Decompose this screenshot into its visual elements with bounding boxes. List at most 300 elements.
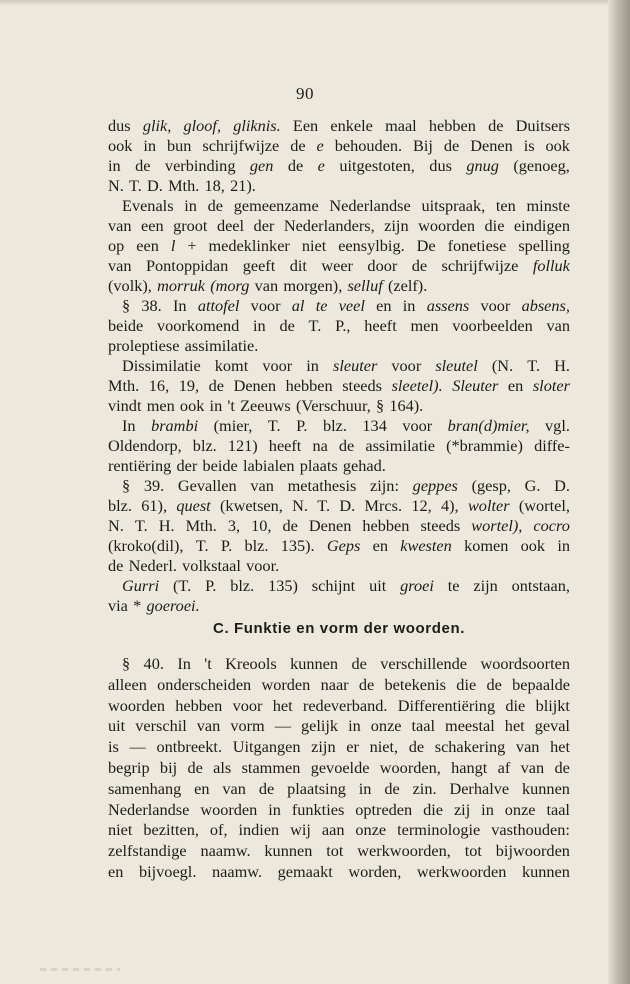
word: van bbox=[515, 737, 540, 757]
word: De bbox=[416, 236, 436, 255]
word: de bbox=[282, 516, 298, 535]
word: 21). bbox=[230, 176, 256, 195]
word: H. bbox=[158, 516, 175, 535]
word: 12, bbox=[411, 496, 432, 515]
word: bezitten, bbox=[143, 820, 199, 840]
word: in bbox=[348, 716, 361, 736]
text-line bbox=[108, 556, 570, 576]
word: verbinding bbox=[164, 156, 236, 175]
text-line bbox=[108, 356, 570, 376]
italic-word: folluk bbox=[532, 256, 570, 275]
word: de bbox=[408, 737, 425, 757]
word: taal bbox=[411, 716, 436, 736]
word: groot bbox=[173, 216, 208, 235]
word: spelling bbox=[518, 236, 570, 255]
word: H. bbox=[554, 356, 570, 375]
word: in bbox=[402, 296, 416, 315]
body-text-top bbox=[108, 116, 570, 616]
text-line bbox=[108, 456, 570, 476]
text-line bbox=[108, 376, 570, 396]
word: de bbox=[279, 316, 295, 335]
word: Denen bbox=[308, 516, 352, 535]
word: de bbox=[290, 136, 306, 155]
word: de bbox=[108, 556, 124, 575]
word: blz. bbox=[108, 496, 132, 515]
text-line bbox=[108, 156, 570, 176]
word: Oldendorp, bbox=[108, 436, 182, 455]
word: de bbox=[135, 156, 151, 175]
italic-word: te bbox=[315, 296, 328, 315]
word: of, bbox=[209, 820, 228, 840]
word: woorden bbox=[418, 216, 476, 235]
word: heeft bbox=[364, 316, 397, 335]
word: voor bbox=[250, 296, 281, 315]
text-line bbox=[108, 396, 570, 416]
word: 't bbox=[227, 396, 235, 415]
word: taal bbox=[546, 799, 570, 819]
word: door bbox=[367, 256, 398, 275]
word: terminologie bbox=[397, 820, 481, 840]
word: N. bbox=[292, 496, 308, 515]
word: 38. bbox=[141, 296, 162, 315]
word: D. bbox=[147, 176, 163, 195]
text-line bbox=[108, 654, 570, 675]
word: in bbox=[108, 156, 121, 175]
word: die bbox=[505, 695, 526, 715]
word: Differentiëring bbox=[397, 695, 496, 715]
text-line bbox=[108, 196, 570, 216]
word: beide bbox=[108, 316, 144, 335]
italic-word: e bbox=[316, 136, 324, 155]
word: onze bbox=[504, 799, 536, 819]
italic-word: sloter bbox=[532, 376, 570, 395]
word: in bbox=[143, 136, 157, 155]
word: Gevallen bbox=[177, 476, 237, 495]
word: D. bbox=[554, 476, 570, 495]
word: Derhalve bbox=[449, 778, 510, 798]
word: gemaakt bbox=[277, 861, 333, 881]
word: schrijfwijze bbox=[202, 136, 280, 155]
word: kunnen bbox=[522, 778, 570, 798]
word: ten bbox=[495, 196, 516, 215]
italic-word: sleetel). bbox=[391, 376, 443, 395]
word: 135) bbox=[268, 576, 298, 595]
word: kunnen bbox=[521, 861, 570, 881]
italic-word: gen bbox=[249, 156, 274, 175]
word: via bbox=[108, 596, 128, 615]
word: blz. bbox=[322, 416, 347, 435]
word: D. bbox=[339, 496, 356, 515]
text-line bbox=[108, 476, 570, 496]
word: optreden bbox=[355, 799, 413, 819]
word: Mth. bbox=[108, 376, 140, 395]
word: niet, bbox=[369, 737, 399, 757]
italic-word: veel bbox=[338, 296, 365, 315]
word: assimilatie bbox=[365, 436, 436, 455]
italic-word: wolter bbox=[467, 496, 510, 515]
word: T. bbox=[195, 536, 209, 555]
word: bun bbox=[167, 136, 192, 155]
text-line bbox=[108, 862, 570, 883]
word: Nederl. bbox=[128, 556, 177, 575]
word: onderscheiden bbox=[157, 674, 252, 694]
italic-word: Geps bbox=[326, 536, 361, 555]
italic-word: sleuter bbox=[333, 356, 378, 375]
text-line bbox=[108, 316, 570, 336]
italic-word: selluf bbox=[347, 276, 383, 295]
word: Nederlandse bbox=[329, 196, 411, 215]
word: (mier, bbox=[213, 416, 253, 435]
italic-word: sleutel bbox=[435, 356, 478, 375]
word: schakering bbox=[434, 737, 506, 757]
word: de bbox=[338, 436, 355, 455]
word: Evenals bbox=[122, 196, 174, 215]
word: eindigen bbox=[513, 216, 570, 235]
word: tot bbox=[464, 841, 482, 861]
word: Een bbox=[292, 116, 319, 135]
italic-word: cocro bbox=[533, 516, 570, 535]
word: T. bbox=[317, 496, 331, 515]
italic-word: attofel bbox=[197, 296, 240, 315]
word: werkwoorden, bbox=[357, 841, 451, 861]
word: hebben bbox=[428, 116, 476, 135]
word: N. bbox=[108, 516, 124, 535]
word: blz. bbox=[192, 436, 217, 455]
word: N. bbox=[108, 176, 124, 195]
word: ontstaan, bbox=[511, 576, 570, 595]
word: bijvoegl. bbox=[138, 861, 197, 881]
word: die bbox=[484, 216, 505, 235]
page-number: 90 bbox=[296, 84, 314, 103]
word: P., bbox=[335, 316, 351, 335]
word: een bbox=[136, 236, 159, 255]
word: op bbox=[108, 236, 125, 255]
word: uit bbox=[369, 576, 387, 595]
word: (Verschuur, bbox=[295, 396, 371, 415]
word: — bbox=[274, 716, 291, 736]
word: als bbox=[213, 757, 232, 777]
text-line bbox=[108, 176, 570, 196]
italic-word: al bbox=[291, 296, 305, 315]
word: In bbox=[122, 416, 136, 435]
text-line bbox=[108, 758, 570, 779]
italic-word: e bbox=[317, 156, 325, 175]
word: Bij bbox=[413, 136, 433, 155]
word: gehad. bbox=[342, 456, 386, 475]
word: niet bbox=[108, 820, 133, 840]
word: bepaalde bbox=[512, 674, 570, 694]
word: blz. bbox=[244, 536, 269, 555]
word: woorden bbox=[108, 695, 165, 715]
word: vindt bbox=[108, 396, 142, 415]
word: 16, bbox=[148, 376, 170, 395]
word: P. bbox=[296, 416, 308, 435]
word: der bbox=[253, 216, 275, 235]
word: 39. bbox=[143, 476, 165, 495]
italic-word: gliknis. bbox=[233, 116, 281, 135]
word: weer bbox=[321, 256, 353, 275]
word: labialen bbox=[242, 456, 295, 475]
word: van bbox=[520, 757, 545, 777]
word: (*brammie) bbox=[446, 436, 523, 455]
word: uit bbox=[108, 716, 126, 736]
word: voor. bbox=[246, 556, 280, 575]
word: en bbox=[108, 861, 124, 881]
italic-word: gloof, bbox=[183, 116, 222, 135]
word: 19, bbox=[178, 376, 200, 395]
word: enkele bbox=[330, 116, 373, 135]
word: schrijfwijze bbox=[441, 256, 519, 275]
word: de bbox=[258, 778, 275, 798]
text-line bbox=[108, 276, 570, 296]
word: + bbox=[187, 236, 197, 255]
word: schijnt bbox=[311, 576, 356, 595]
word: de bbox=[411, 256, 428, 275]
word: T. bbox=[308, 316, 322, 335]
word: hebben bbox=[175, 695, 223, 715]
word: de bbox=[351, 654, 367, 673]
italic-word: (morg bbox=[210, 276, 250, 295]
text-line bbox=[108, 336, 570, 356]
text-line bbox=[108, 536, 570, 556]
word: ook bbox=[179, 396, 205, 415]
word: het bbox=[550, 737, 570, 757]
word: metathesis bbox=[287, 476, 357, 495]
italic-word: brambi bbox=[151, 416, 199, 435]
text-line bbox=[108, 800, 570, 821]
word: medeklinker bbox=[208, 236, 290, 255]
word: § bbox=[122, 654, 131, 673]
word: beide bbox=[202, 456, 238, 475]
word: woorden, bbox=[379, 757, 441, 777]
italic-word: quest bbox=[176, 496, 211, 515]
word: is bbox=[108, 737, 119, 757]
word: blz. bbox=[230, 576, 255, 595]
word: men bbox=[410, 316, 439, 335]
word: § bbox=[122, 296, 131, 315]
word: van bbox=[254, 276, 279, 295]
word: In bbox=[177, 654, 191, 673]
text-line bbox=[108, 116, 570, 136]
word: Nederlanders, bbox=[283, 216, 375, 235]
word: funkties bbox=[291, 799, 345, 819]
word: verschil bbox=[135, 716, 187, 736]
word: het bbox=[504, 716, 525, 736]
word: worden, bbox=[348, 861, 402, 881]
word: voor bbox=[391, 356, 422, 375]
word: die bbox=[456, 674, 477, 694]
word: proleptiese bbox=[108, 336, 180, 355]
word: voor bbox=[480, 296, 511, 315]
text-line bbox=[108, 696, 570, 717]
word: vgl. bbox=[545, 416, 570, 435]
word: woorden bbox=[200, 799, 258, 819]
word: en bbox=[194, 778, 210, 798]
word: geval bbox=[534, 716, 570, 736]
word: de bbox=[486, 674, 502, 694]
word: § bbox=[122, 476, 131, 495]
word: dit bbox=[289, 256, 307, 275]
word: ontbreekt. bbox=[156, 737, 223, 757]
word: 18, bbox=[204, 176, 225, 195]
word: maal bbox=[385, 116, 417, 135]
word: indien bbox=[238, 820, 280, 840]
word: van bbox=[546, 316, 570, 335]
word: bij bbox=[159, 757, 178, 777]
word: hangt bbox=[451, 757, 488, 777]
word: kunnen bbox=[264, 841, 313, 861]
word: zin. bbox=[412, 778, 437, 798]
word: samenhang bbox=[108, 778, 182, 798]
word: en bbox=[372, 536, 388, 555]
word: morgen), bbox=[283, 276, 343, 295]
word: de bbox=[207, 196, 223, 215]
word: (kwetsen, bbox=[220, 496, 283, 515]
word: te bbox=[447, 576, 460, 595]
word: 3, bbox=[227, 516, 241, 535]
word: Kreools bbox=[225, 654, 277, 673]
word: niet bbox=[301, 236, 327, 255]
word: in bbox=[209, 396, 223, 415]
word: Mrcs. bbox=[364, 496, 403, 515]
word: de bbox=[358, 674, 375, 694]
word: meestal bbox=[445, 716, 495, 736]
word: die bbox=[423, 799, 444, 819]
word: behouden. bbox=[334, 136, 403, 155]
text-line bbox=[108, 516, 570, 536]
word: het bbox=[272, 695, 293, 715]
italic-word: wortel), bbox=[471, 516, 523, 535]
word: voor bbox=[232, 695, 263, 715]
word: onze bbox=[370, 716, 402, 736]
word: de bbox=[554, 757, 570, 777]
word: men bbox=[146, 396, 175, 415]
italic-word: goeroei. bbox=[146, 596, 200, 615]
word: Dissimilatie bbox=[122, 356, 201, 375]
word: stammen bbox=[241, 757, 301, 777]
word: werkwoorden bbox=[416, 861, 507, 881]
italic-word: morruk bbox=[157, 276, 205, 295]
word: in bbox=[306, 356, 319, 375]
text-line bbox=[108, 416, 570, 436]
word: een bbox=[141, 216, 164, 235]
word: van bbox=[108, 216, 132, 235]
word: de bbox=[187, 757, 203, 777]
word: en bbox=[507, 376, 524, 395]
word: blijkt bbox=[535, 695, 570, 715]
word: Denen bbox=[470, 136, 513, 155]
word: verschillende bbox=[380, 654, 468, 673]
word: 135). bbox=[280, 536, 315, 555]
text-line bbox=[108, 216, 570, 236]
word: Denen bbox=[233, 376, 277, 395]
word: Nederlandse bbox=[108, 799, 190, 819]
word: voorbeelden bbox=[452, 316, 533, 335]
word: dus bbox=[429, 156, 452, 175]
word: steeds bbox=[420, 516, 461, 535]
word: na bbox=[312, 436, 328, 455]
word: 10, bbox=[251, 516, 272, 535]
word: in bbox=[184, 196, 197, 215]
word: gemeenzame bbox=[233, 196, 319, 215]
word: tot bbox=[326, 841, 344, 861]
word: wij bbox=[290, 820, 311, 840]
word: 4), bbox=[441, 496, 459, 515]
word: de bbox=[287, 156, 304, 175]
word: (genoeg, bbox=[513, 156, 570, 175]
scan-edge-mark bbox=[40, 968, 120, 971]
word: voor bbox=[402, 416, 433, 435]
word: T. bbox=[267, 416, 281, 435]
word: worden bbox=[261, 674, 311, 694]
italic-word: Sleuter bbox=[452, 376, 499, 395]
word: (gesp, bbox=[471, 476, 511, 495]
text-line bbox=[108, 820, 570, 841]
word: en bbox=[376, 296, 392, 315]
text-line bbox=[108, 256, 570, 276]
word: Mth. bbox=[185, 516, 217, 535]
word: P. bbox=[205, 576, 217, 595]
word: fonetiese bbox=[447, 236, 507, 255]
italic-word: bran(d)mier, bbox=[447, 416, 530, 435]
word: betekenis bbox=[384, 674, 447, 694]
word: ook bbox=[108, 136, 133, 155]
word: komen bbox=[464, 536, 509, 555]
italic-word: gnug bbox=[466, 156, 499, 175]
word: assimilatie. bbox=[184, 336, 259, 355]
word: voor bbox=[262, 356, 293, 375]
text-line bbox=[108, 576, 570, 596]
word: voorkomend bbox=[157, 316, 240, 335]
italic-word: Gurri bbox=[122, 576, 160, 595]
word: (volk), bbox=[108, 276, 152, 295]
word: plaatsing bbox=[287, 778, 346, 798]
word: komt bbox=[214, 356, 249, 375]
text-line bbox=[108, 716, 570, 737]
italic-word: groei bbox=[400, 576, 434, 595]
word: heeft bbox=[268, 436, 302, 455]
body-text-bottom bbox=[108, 654, 570, 883]
word: redeverband. bbox=[302, 695, 388, 715]
word: Zeeuws bbox=[240, 396, 291, 415]
word: zijn bbox=[473, 576, 498, 595]
word: in bbox=[268, 799, 281, 819]
word: der bbox=[176, 456, 198, 475]
word: zij bbox=[453, 799, 471, 819]
word: alleen bbox=[108, 674, 147, 694]
word: is bbox=[523, 136, 535, 155]
book-spine-shadow bbox=[608, 0, 630, 984]
word: van bbox=[196, 716, 221, 736]
word: 't bbox=[204, 654, 212, 673]
word: in bbox=[557, 536, 570, 555]
italic-word: kwesten bbox=[400, 536, 452, 555]
italic-word: l bbox=[170, 236, 176, 255]
word: 61), bbox=[141, 496, 168, 515]
text-line bbox=[108, 675, 570, 696]
italic-word: geppes bbox=[412, 476, 458, 495]
word: gevoelde bbox=[310, 757, 370, 777]
word: plaats bbox=[299, 456, 338, 475]
word: minste bbox=[526, 196, 570, 215]
word: rentiëring bbox=[108, 456, 172, 475]
word: vasthouden: bbox=[491, 820, 570, 840]
text-line bbox=[108, 737, 570, 758]
word: naar bbox=[320, 674, 349, 694]
word: hebben bbox=[362, 516, 410, 535]
word: af bbox=[497, 757, 511, 777]
word: dus bbox=[108, 116, 131, 135]
